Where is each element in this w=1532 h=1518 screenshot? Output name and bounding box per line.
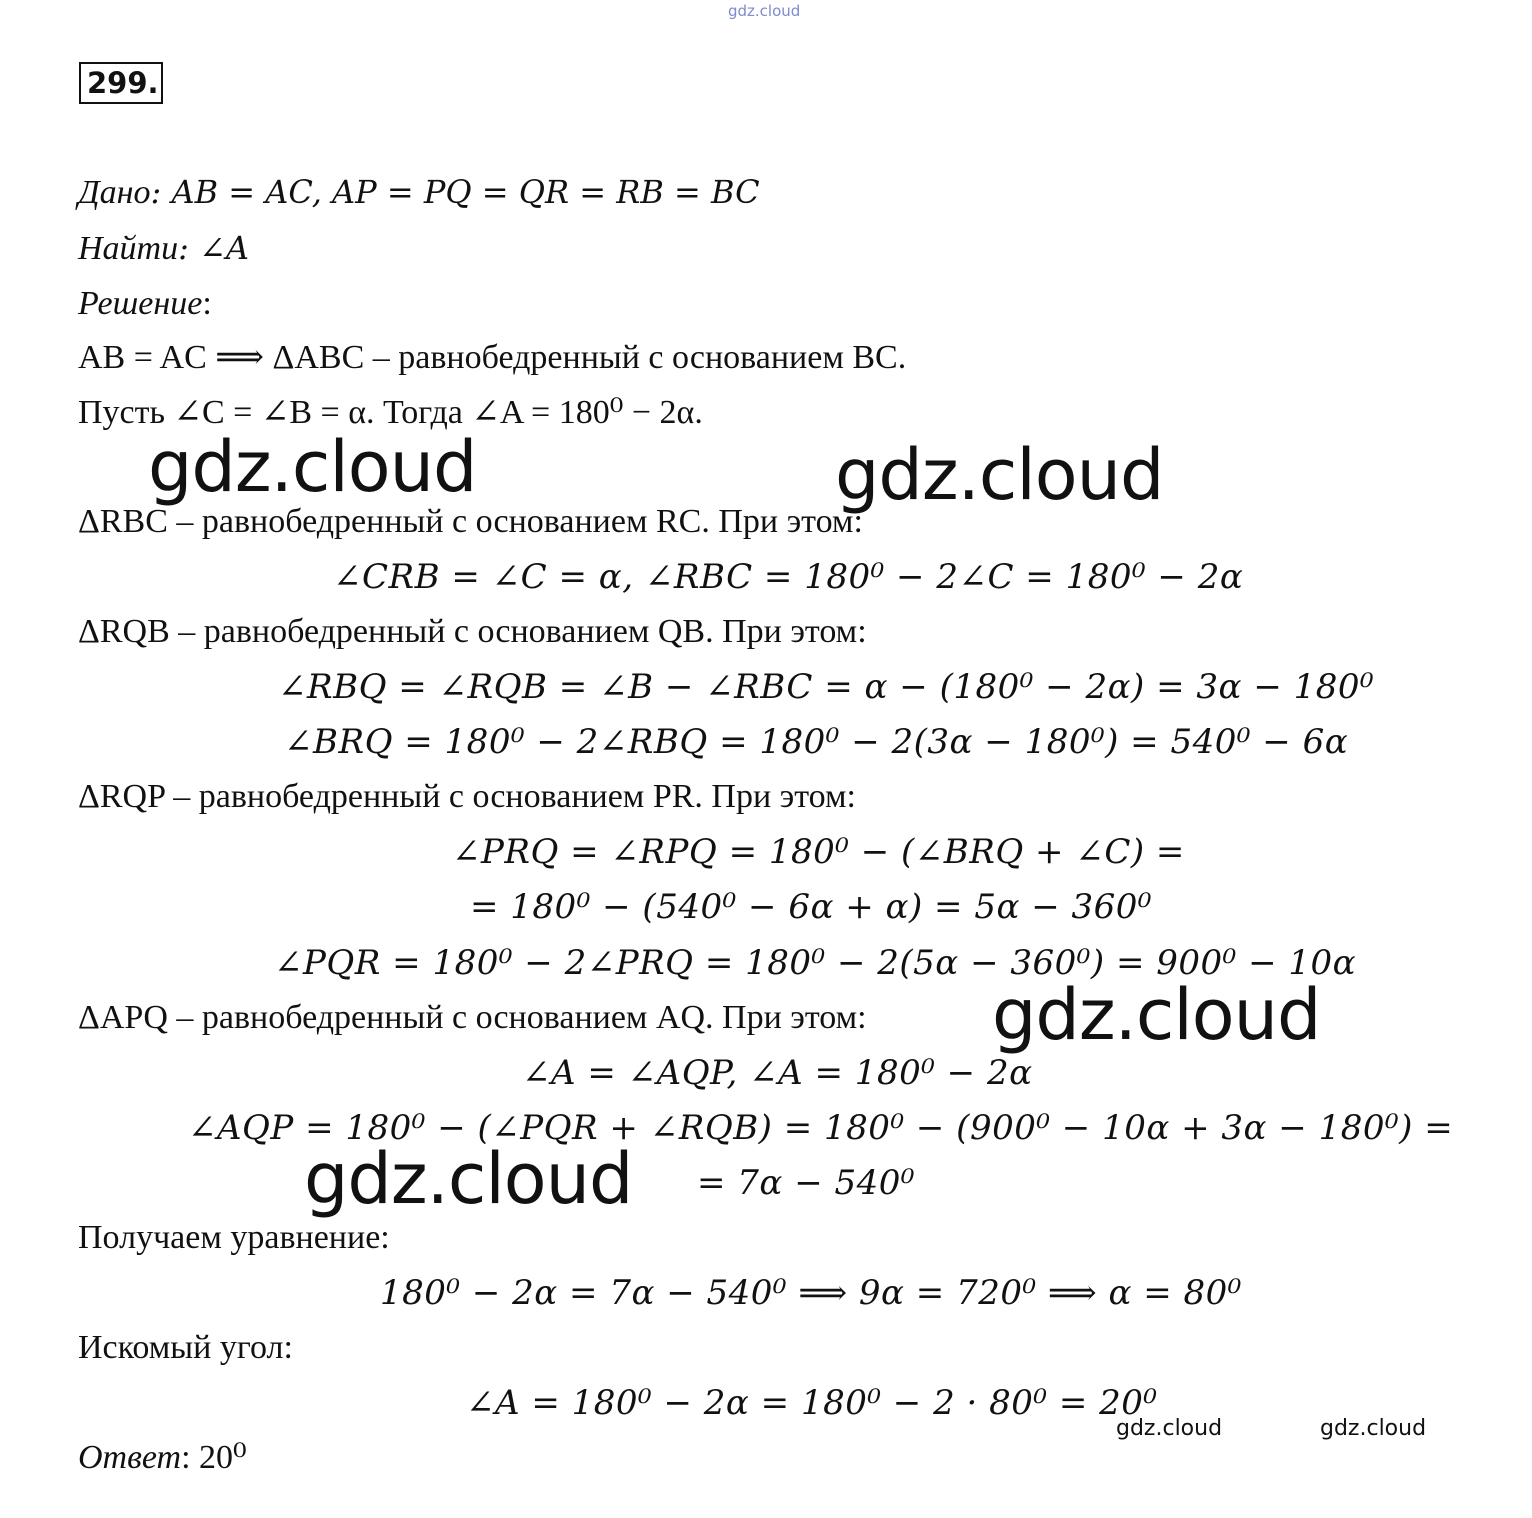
- solution-label: Решение: [78, 285, 203, 322]
- text-line: AB = AC ⟹ ΔABC – равнобедренный с основанием BC.: [78, 339, 907, 376]
- text-line: ΔRQB – равнобедренный с основанием QB. При этом:: [78, 613, 867, 650]
- watermark: gdz.cloud: [148, 426, 477, 508]
- watermark: gdz.cloud: [304, 1138, 633, 1220]
- text-line: ΔRQP – равнобедренный с основанием PR. При этом:: [78, 778, 856, 815]
- formula-line: ∠A = ∠AQP, ∠A = 180⁰ − 2α: [522, 1053, 1033, 1093]
- formula-line: ∠CRB = ∠C = α, ∠RBC = 180⁰ − 2∠C = 180⁰ − 2α: [333, 557, 1244, 597]
- text-line: Искомый угол:: [78, 1329, 293, 1366]
- formula-line: ∠PRQ = ∠RPQ = 180⁰ − (∠BRQ + ∠C) =: [452, 832, 1185, 872]
- given-label: Дано: [78, 174, 151, 211]
- watermark: gdz.cloud: [835, 434, 1164, 516]
- solution-colon: :: [202, 285, 212, 322]
- watermark: gdz.cloud: [1116, 1416, 1223, 1441]
- answer-line: [78, 1438, 247, 1478]
- text-line: ΔRBC – равнобедренный с основанием RC. При этом:: [78, 503, 863, 540]
- watermark: gdz.cloud: [1320, 1416, 1427, 1441]
- formula-line: ∠BRQ = 180⁰ − 2∠RBQ = 180⁰ − 2(3α − 180⁰) = 540⁰ − 6α: [284, 722, 1349, 762]
- answer-label: Ответ: [78, 1439, 182, 1476]
- solution-line: [78, 284, 212, 324]
- header-watermark: gdz.cloud: [728, 2, 801, 20]
- find-text: : ∠A: [178, 229, 249, 267]
- answer-text: : 20⁰: [181, 1439, 247, 1476]
- formula-line: ∠PQR = 180⁰ − 2∠PRQ = 180⁰ − 2(5α − 360⁰) = 900⁰ − 10α: [274, 943, 1357, 983]
- problem-number: 299.: [79, 62, 163, 104]
- watermark: gdz.cloud: [992, 974, 1321, 1056]
- text-line: ΔAPQ – равнобедренный с основанием AQ. При этом:: [78, 999, 867, 1036]
- formula-line: ∠RBQ = ∠RQB = ∠B − ∠RBC = α − (180⁰ − 2α) = 3α − 180⁰: [278, 667, 1375, 707]
- given-line: [78, 172, 760, 213]
- formula-line: = 180⁰ − (540⁰ − 6α + α) = 5α − 360⁰: [470, 887, 1153, 927]
- find-line: [78, 228, 249, 269]
- given-text: : AB = AC, AP = PQ = QR = RB = BC: [150, 173, 760, 211]
- find-label: Найти: [78, 230, 179, 267]
- formula-line: ∠AQP = 180⁰ − (∠PQR + ∠RQB) = 180⁰ − (900⁰ − 10α + 3α − 180⁰) =: [188, 1108, 1454, 1148]
- formula-line: ∠A = 180⁰ − 2α = 180⁰ − 2 · 80⁰ = 20⁰: [466, 1383, 1158, 1423]
- text-line: Получаем уравнение:: [78, 1219, 390, 1256]
- formula-line: 180⁰ − 2α = 7α − 540⁰ ⟹ 9α = 720⁰ ⟹ α = 80⁰: [380, 1273, 1242, 1313]
- text-line: Пусть ∠C = ∠B = α. Тогда ∠A = 180⁰ − 2α.: [78, 394, 703, 431]
- formula-line: = 7α − 540⁰: [697, 1163, 916, 1203]
